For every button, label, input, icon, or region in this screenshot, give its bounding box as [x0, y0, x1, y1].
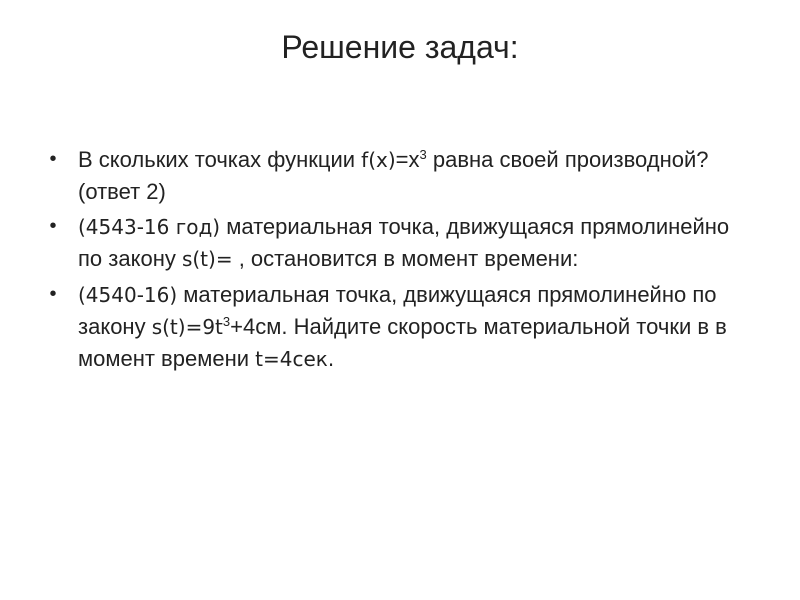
text-run: s(t)=9t	[151, 315, 223, 339]
text-run: В скольких точках функции	[78, 147, 362, 172]
bullet-icon: •	[49, 148, 57, 170]
slide-title: Решение задач:	[281, 29, 519, 65]
text-run: =x	[395, 147, 420, 172]
text-run: +4см. Найдите скорость материальной точки в в момент времени	[78, 314, 727, 371]
bullet-item-3	[46, 279, 746, 375]
bullet-list	[46, 144, 746, 379]
superscript: 3	[222, 314, 231, 329]
bullet-text-1	[78, 144, 746, 207]
text-run: f(x)	[361, 148, 396, 172]
text-run: равна своей производной? (ответ 2)	[78, 147, 709, 204]
bullet-text-3	[78, 279, 746, 375]
text-run: t=4сек.	[255, 347, 335, 371]
text-run: (4543-16 год)	[78, 215, 221, 239]
text-run: (4540-16)	[78, 283, 178, 307]
text-run: s(t)=	[181, 247, 233, 271]
bullet-text-2	[78, 211, 746, 275]
bullet-icon: •	[49, 215, 57, 237]
text-run: материальная точка, движущаяся прямолинейно по закону	[78, 214, 730, 271]
bullet-icon: •	[49, 283, 57, 305]
bullet-item-1	[46, 144, 746, 207]
bullet-item-2	[46, 211, 746, 275]
superscript: 3	[419, 147, 427, 162]
text-run: , остановится в момент времени:	[232, 246, 579, 271]
text-run: материальная точка, движущаяся прямолинейно по закону	[78, 282, 717, 339]
